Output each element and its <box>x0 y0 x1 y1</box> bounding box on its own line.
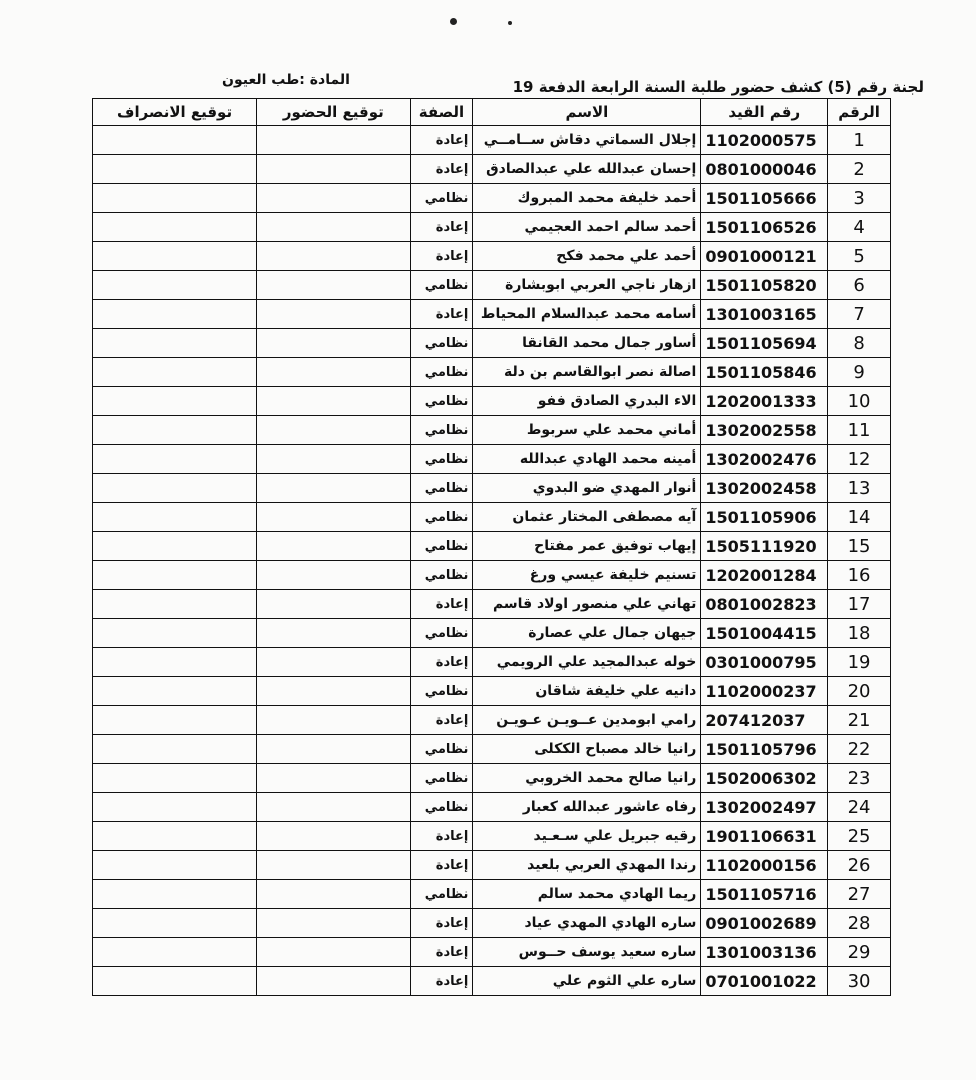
row-reg-id: 0701001022 <box>701 967 828 996</box>
scan-speck <box>450 18 457 25</box>
row-reg-id: 1501105796 <box>701 735 828 764</box>
row-name: ساره الهادي المهدي عياد <box>473 909 701 938</box>
row-name: ساره علي الثوم علي <box>473 967 701 996</box>
row-number: 26 <box>828 851 891 880</box>
row-number: 24 <box>828 793 891 822</box>
row-attendance-signature[interactable] <box>257 387 410 416</box>
row-departure-signature[interactable] <box>93 561 257 590</box>
row-attendance-signature[interactable] <box>257 880 410 909</box>
table-row <box>93 764 891 793</box>
row-departure-signature[interactable] <box>93 909 257 938</box>
col-departure-signature-header: توقيع الانصراف <box>93 99 257 126</box>
row-reg-id: 1302002458 <box>701 474 828 503</box>
row-attendance-signature[interactable] <box>257 851 410 880</box>
row-name: جيهان جمال علي عصارة <box>473 619 701 648</box>
row-number: 19 <box>828 648 891 677</box>
row-attendance-signature[interactable] <box>257 416 410 445</box>
table-row <box>93 619 891 648</box>
row-departure-signature[interactable] <box>93 213 257 242</box>
row-name: آيه مصطفى المختار عثمان <box>473 503 701 532</box>
row-status: نظامي <box>410 561 473 590</box>
row-departure-signature[interactable] <box>93 793 257 822</box>
row-status: إعادة <box>410 938 473 967</box>
row-number: 8 <box>828 329 891 358</box>
row-name: إيهاب توفيق عمر مفتاح <box>473 532 701 561</box>
row-name: ريما الهادي محمد سالم <box>473 880 701 909</box>
row-attendance-signature[interactable] <box>257 706 410 735</box>
row-status: نظامي <box>410 677 473 706</box>
row-status: إعادة <box>410 590 473 619</box>
row-name: ازهار ناجي العربي ابوبشارة <box>473 271 701 300</box>
row-number: 2 <box>828 155 891 184</box>
row-attendance-signature[interactable] <box>257 909 410 938</box>
row-name: رقيه جبريل علي سـعـيد <box>473 822 701 851</box>
row-reg-id: 1102000237 <box>701 677 828 706</box>
row-reg-id: 0301000795 <box>701 648 828 677</box>
row-reg-id: 1302002476 <box>701 445 828 474</box>
row-status: نظامي <box>410 503 473 532</box>
table-body <box>93 126 891 996</box>
row-status: نظامي <box>410 764 473 793</box>
row-departure-signature[interactable] <box>93 503 257 532</box>
row-reg-id: 0901002689 <box>701 909 828 938</box>
row-attendance-signature[interactable] <box>257 503 410 532</box>
row-status: إعادة <box>410 242 473 271</box>
row-status: نظامي <box>410 880 473 909</box>
row-reg-id: 1102000156 <box>701 851 828 880</box>
row-attendance-signature[interactable] <box>257 445 410 474</box>
row-attendance-signature[interactable] <box>257 822 410 851</box>
row-departure-signature[interactable] <box>93 416 257 445</box>
row-number: 16 <box>828 561 891 590</box>
row-attendance-signature[interactable] <box>257 358 410 387</box>
row-attendance-signature[interactable] <box>257 677 410 706</box>
row-reg-id: 1301003165 <box>701 300 828 329</box>
row-name: رفاه عاشور عبدالله كعبار <box>473 793 701 822</box>
table-row <box>93 706 891 735</box>
table-row <box>93 735 891 764</box>
row-attendance-signature[interactable] <box>257 329 410 358</box>
row-number: 6 <box>828 271 891 300</box>
table-row <box>93 329 891 358</box>
row-reg-id: 1302002497 <box>701 793 828 822</box>
row-departure-signature[interactable] <box>93 445 257 474</box>
row-status: إعادة <box>410 213 473 242</box>
row-number: 25 <box>828 822 891 851</box>
row-status: نظامي <box>410 184 473 213</box>
table-row <box>93 967 891 996</box>
row-attendance-signature[interactable] <box>257 126 410 155</box>
row-departure-signature[interactable] <box>93 648 257 677</box>
row-attendance-signature[interactable] <box>257 793 410 822</box>
table-row <box>93 474 891 503</box>
row-attendance-signature[interactable] <box>257 590 410 619</box>
row-status: إعادة <box>410 822 473 851</box>
row-attendance-signature[interactable] <box>257 300 410 329</box>
row-reg-id: 0801000046 <box>701 155 828 184</box>
row-number: 27 <box>828 880 891 909</box>
row-departure-signature[interactable] <box>93 184 257 213</box>
table-row <box>93 213 891 242</box>
row-reg-id: 1501105694 <box>701 329 828 358</box>
scan-speck <box>508 21 512 25</box>
row-attendance-signature[interactable] <box>257 271 410 300</box>
row-number: 22 <box>828 735 891 764</box>
row-name: رامي ابومدين عــويـن عـويـن <box>473 706 701 735</box>
row-reg-id: 1202001333 <box>701 387 828 416</box>
row-status: إعادة <box>410 155 473 184</box>
row-departure-signature[interactable] <box>93 764 257 793</box>
table-row <box>93 445 891 474</box>
row-name: تسنيم خليفة عيسي ورغ <box>473 561 701 590</box>
row-name: خوله عبدالمجيد علي الرويمي <box>473 648 701 677</box>
row-reg-id: 1102000575 <box>701 126 828 155</box>
row-name: أساور جمال محمد القانقا <box>473 329 701 358</box>
row-departure-signature[interactable] <box>93 474 257 503</box>
row-number: 10 <box>828 387 891 416</box>
row-status: إعادة <box>410 126 473 155</box>
row-departure-signature[interactable] <box>93 880 257 909</box>
row-reg-id: 1202001284 <box>701 561 828 590</box>
row-name: دانيه علي خليفة شاقان <box>473 677 701 706</box>
row-departure-signature[interactable] <box>93 271 257 300</box>
row-attendance-signature[interactable] <box>257 735 410 764</box>
row-status: نظامي <box>410 271 473 300</box>
row-name: أحمد سالم احمد العجيمي <box>473 213 701 242</box>
row-number: 23 <box>828 764 891 793</box>
row-attendance-signature[interactable] <box>257 967 410 996</box>
sheet-title: لجنة رقم (5) كشف حضور طلبة السنة الرابعة الدفعة 19 <box>512 78 924 96</box>
row-status: إعادة <box>410 300 473 329</box>
row-name: أنوار المهدي ضو البدوي <box>473 474 701 503</box>
row-reg-id: 1501106526 <box>701 213 828 242</box>
row-departure-signature[interactable] <box>93 851 257 880</box>
row-number: 9 <box>828 358 891 387</box>
table-row <box>93 184 891 213</box>
row-departure-signature[interactable] <box>93 938 257 967</box>
row-number: 11 <box>828 416 891 445</box>
table-row <box>93 155 891 184</box>
table-row <box>93 416 891 445</box>
row-number: 14 <box>828 503 891 532</box>
subject-label: المادة :طب العيون <box>222 72 350 88</box>
row-departure-signature[interactable] <box>93 590 257 619</box>
row-number: 15 <box>828 532 891 561</box>
row-attendance-signature[interactable] <box>257 532 410 561</box>
row-number: 18 <box>828 619 891 648</box>
row-number: 17 <box>828 590 891 619</box>
row-attendance-signature[interactable] <box>257 561 410 590</box>
table-row <box>93 851 891 880</box>
row-name: تهاني علي منصور اولاد قاسم <box>473 590 701 619</box>
col-name-header: الاسم <box>473 99 701 126</box>
col-reg-id-header: رقم القيد <box>701 99 828 126</box>
table-row <box>93 648 891 677</box>
row-number: 13 <box>828 474 891 503</box>
row-name: رانيا صالح محمد الخروبي <box>473 764 701 793</box>
row-departure-signature[interactable] <box>93 706 257 735</box>
row-reg-id: 1501105716 <box>701 880 828 909</box>
row-reg-id: 1301003136 <box>701 938 828 967</box>
row-departure-signature[interactable] <box>93 242 257 271</box>
row-reg-id: 1501105666 <box>701 184 828 213</box>
table-row <box>93 271 891 300</box>
row-reg-id: 1502006302 <box>701 764 828 793</box>
row-status: نظامي <box>410 445 473 474</box>
row-status: إعادة <box>410 967 473 996</box>
table-row <box>93 387 891 416</box>
row-status: نظامي <box>410 532 473 561</box>
col-attendance-signature-header: توقيع الحضور <box>257 99 410 126</box>
row-number: 29 <box>828 938 891 967</box>
row-attendance-signature[interactable] <box>257 184 410 213</box>
row-reg-id: 1302002558 <box>701 416 828 445</box>
row-departure-signature[interactable] <box>93 387 257 416</box>
row-reg-id: 1505111920 <box>701 532 828 561</box>
table-row <box>93 590 891 619</box>
table-header-row <box>93 99 891 126</box>
row-departure-signature[interactable] <box>93 619 257 648</box>
row-status: نظامي <box>410 474 473 503</box>
row-departure-signature[interactable] <box>93 300 257 329</box>
row-status: إعادة <box>410 706 473 735</box>
row-status: نظامي <box>410 358 473 387</box>
table-row <box>93 532 891 561</box>
row-name: اصالة نصر ابوالقاسم بن دلة <box>473 358 701 387</box>
row-reg-id: 1501105820 <box>701 271 828 300</box>
row-reg-id: 207412037 <box>701 706 828 735</box>
row-attendance-signature[interactable] <box>257 213 410 242</box>
row-name: أماني محمد علي سربوط <box>473 416 701 445</box>
row-number: 20 <box>828 677 891 706</box>
row-number: 7 <box>828 300 891 329</box>
row-status: نظامي <box>410 387 473 416</box>
row-departure-signature[interactable] <box>93 155 257 184</box>
col-number-header: الرقم <box>828 99 891 126</box>
row-number: 1 <box>828 126 891 155</box>
row-reg-id: 1501105846 <box>701 358 828 387</box>
table-row <box>93 242 891 271</box>
row-reg-id: 0801002823 <box>701 590 828 619</box>
row-name: إجلال السماتي دقاش ســامــي <box>473 126 701 155</box>
table-row <box>93 909 891 938</box>
row-attendance-signature[interactable] <box>257 648 410 677</box>
row-attendance-signature[interactable] <box>257 155 410 184</box>
row-status: إعادة <box>410 909 473 938</box>
table-row <box>93 300 891 329</box>
row-status: نظامي <box>410 793 473 822</box>
table-row <box>93 126 891 155</box>
row-departure-signature[interactable] <box>93 735 257 764</box>
row-name: ساره سعيد يوسف حــوس <box>473 938 701 967</box>
row-number: 21 <box>828 706 891 735</box>
row-reg-id: 1501105906 <box>701 503 828 532</box>
row-departure-signature[interactable] <box>93 126 257 155</box>
table-row <box>93 938 891 967</box>
table-row <box>93 677 891 706</box>
row-number: 5 <box>828 242 891 271</box>
row-status: نظامي <box>410 619 473 648</box>
row-number: 4 <box>828 213 891 242</box>
row-name: رانيا خالد مصباح الككلى <box>473 735 701 764</box>
row-name: أمينه محمد الهادي عبدالله <box>473 445 701 474</box>
table-row <box>93 880 891 909</box>
row-departure-signature[interactable] <box>93 532 257 561</box>
table-row <box>93 822 891 851</box>
row-number: 12 <box>828 445 891 474</box>
row-reg-id: 0901000121 <box>701 242 828 271</box>
row-status: إعادة <box>410 648 473 677</box>
row-attendance-signature[interactable] <box>257 474 410 503</box>
row-departure-signature[interactable] <box>93 677 257 706</box>
row-departure-signature[interactable] <box>93 822 257 851</box>
row-status: إعادة <box>410 851 473 880</box>
row-name: رندا المهدي العربي بلعيد <box>473 851 701 880</box>
row-attendance-signature[interactable] <box>257 764 410 793</box>
row-status: نظامي <box>410 416 473 445</box>
table-row <box>93 793 891 822</box>
row-number: 30 <box>828 967 891 996</box>
row-departure-signature[interactable] <box>93 358 257 387</box>
row-number: 3 <box>828 184 891 213</box>
row-name: أحمد خليفة محمد المبروك <box>473 184 701 213</box>
table-row <box>93 503 891 532</box>
row-attendance-signature[interactable] <box>257 242 410 271</box>
row-name: الاء البدري الصادق ففو <box>473 387 701 416</box>
row-attendance-signature[interactable] <box>257 619 410 648</box>
row-number: 28 <box>828 909 891 938</box>
attendance-table <box>92 98 891 996</box>
row-name: إحسان عبدالله علي عبدالصادق <box>473 155 701 184</box>
row-departure-signature[interactable] <box>93 329 257 358</box>
table-row <box>93 358 891 387</box>
row-status: نظامي <box>410 329 473 358</box>
table-row <box>93 561 891 590</box>
row-name: أحمد علي محمد فكح <box>473 242 701 271</box>
row-reg-id: 1501004415 <box>701 619 828 648</box>
row-name: أسامه محمد عبدالسلام المحياط <box>473 300 701 329</box>
col-status-header: الصفة <box>410 99 473 126</box>
row-departure-signature[interactable] <box>93 967 257 996</box>
row-reg-id: 1901106631 <box>701 822 828 851</box>
row-attendance-signature[interactable] <box>257 938 410 967</box>
row-status: نظامي <box>410 735 473 764</box>
